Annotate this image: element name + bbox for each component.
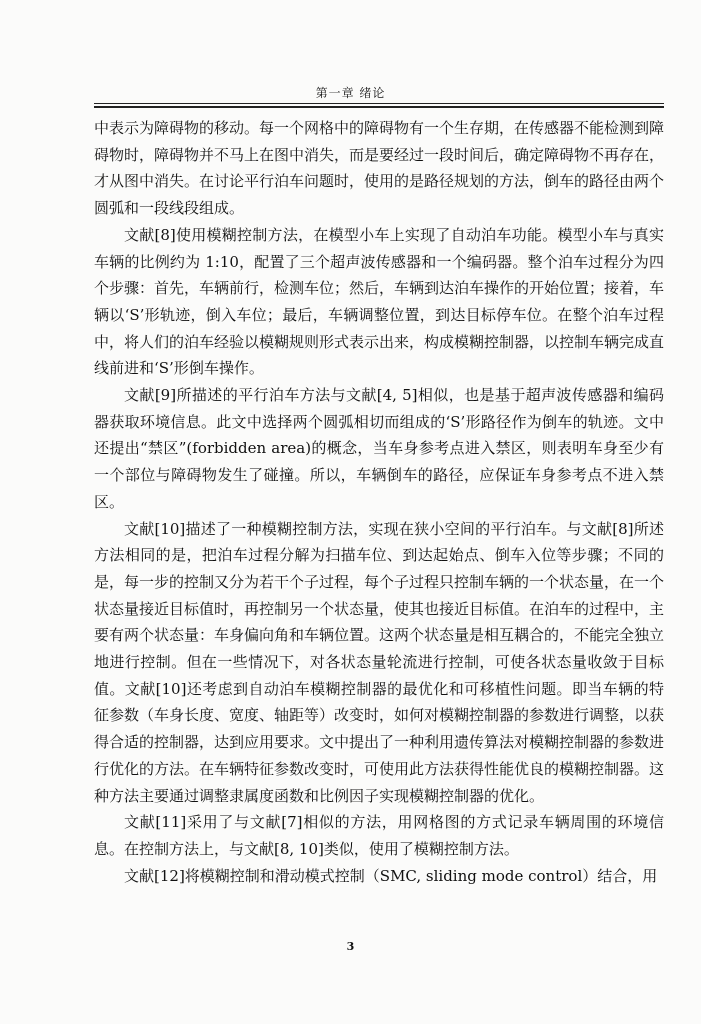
paragraph-ref-10: 文献[10]描述了一种模糊控制方法，实现在狭小空间的平行泊车。与文献[8]所述方法相同的是，把泊车过程分解为扫描车位、到达起始点、倒车入位等步骤；不同的是，每一步的控制又分为若干个子过程，每个子过程只控制车辆的一个状态量，在一个状态量接近目标值时，再控制另一个状态量，使其也接近目标值。在泊车的过程中，主要有两个状态量：车身偏向角和车辆位置。这两个状态量是相互耦合的，不能完全独立地进行控制。但在一些情况下，对各状态量轮流进行控制，可使各状态量收敛于目标值。文献[10]还考虑到自动泊车模糊控制器的最优化和可移植性问题。即当车辆的特征参数（车身长度、宽度、轴距等）改变时，如何对模糊控制器的参数进行调整，以获得合适的控制器，达到应用要求。文中提出了一种利用遗传算法对模糊控制器的参数进行优化的方法。在车辆特征参数改变时，可使用此方法获得性能优良的模糊控制器。这种方法主要通过调整隶属度函数和比例因子实现模糊控制器的优化。 (94, 519, 665, 805)
paragraph-ref-9: 文献[9]所描述的平行泊车方法与文献[4, 5]相似，也是基于超声波传感器和编码器获取环境信息。此文中选择两个圆弧相切而组成的‘S’形路径作为倒车的轨迹。文中还提出“禁区”(forbidden area)的概念，当车身参考点进入禁区，则表明车身至少有一个部位与障碍物发生了碰撞。所以，车辆倒车的路径，应保证车身参考点不进入禁区。 (94, 386, 664, 511)
running-header: 第一章 绪论 (315, 86, 386, 100)
paragraph-ref-12: 文献[12]将模糊控制和滑动模式控制（SMC, sliding mode control）结合，用 (124, 866, 658, 885)
paragraph-ref-11: 文献[11]采用了与文献[7]相似的方法，用网格图的方式记录车辆周围的环境信息。在控制方法上，与文献[8, 10]类似，使用了模糊控制方法。 (94, 813, 664, 858)
paragraph-ref-8: 文献[8]使用模糊控制方法，在模型小车上实现了自动泊车功能。模型小车与真实车辆的比例约为 1:10，配置了三个超声波传感器和一个编码器。整个泊车过程分为四个步骤：首先，车辆前行，检测车位；然后，车辆到达泊车操作的开始位置；接着，车辆以‘S’形轨迹，倒入车位；最后，车辆调整位置，到达目标停车位。在整个泊车过程中，将人们的泊车经验以模糊规则形式表示出来，构成模糊控制器，以控制车辆完成直线前进和‘S’形倒车操作。 (94, 225, 665, 378)
body-text (94, 115, 664, 889)
page-number: 3 (346, 940, 355, 953)
header-rule-thick (94, 106, 664, 108)
paragraph-continuation: 中表示为障碍物的移动。每一个网格中的障碍物有一个生存期，在传感器不能检测到障碍物时，障碍物并不马上在图中消失，而是要经过一段时间后，确定障碍物不再存在，才从图中消失。在讨论平行泊车问题时，使用的是路径规划的方法，倒车的路径由两个圆弧和一段线段组成。 (94, 119, 665, 218)
header-rule-thin (94, 103, 664, 104)
